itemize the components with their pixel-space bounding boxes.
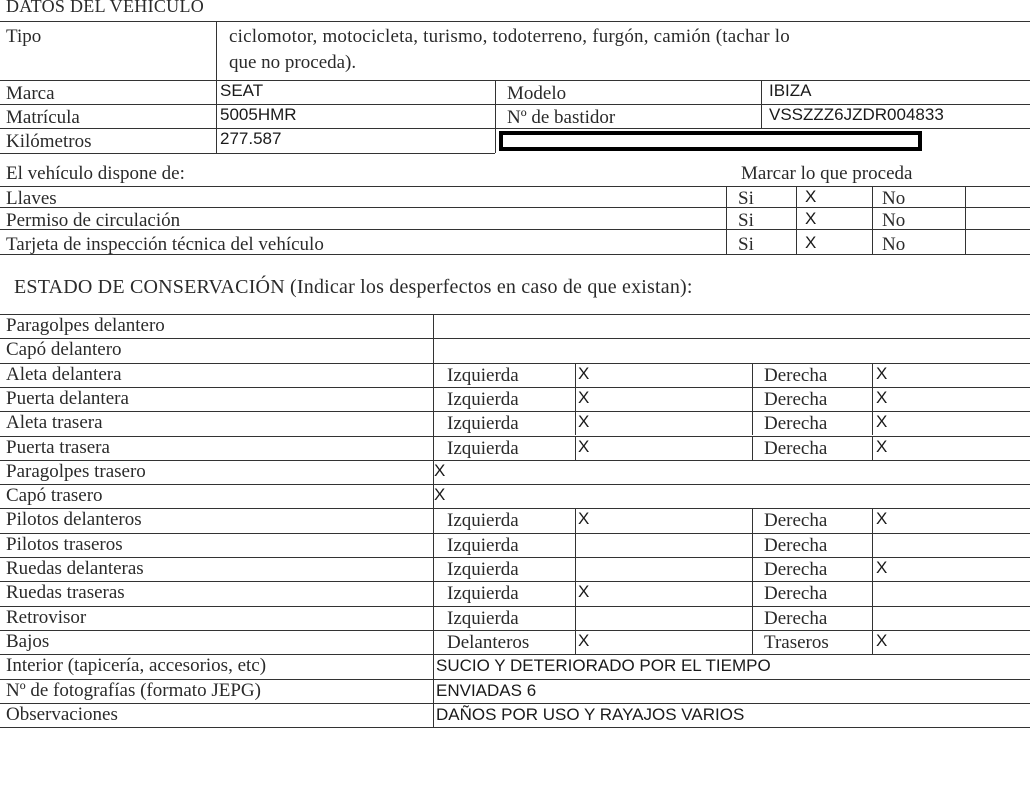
rule [752, 557, 753, 581]
rule [726, 186, 727, 254]
rule [752, 411, 753, 435]
estado-left-label: Delanteros [447, 631, 530, 653]
estado-bottom-label: Observaciones [6, 703, 118, 725]
rule [872, 387, 873, 411]
estado-left-mark: X [578, 363, 590, 383]
rule [872, 581, 873, 605]
dispone-heading: El vehículo dispone de: [6, 163, 185, 184]
estado-right-label: Derecha [764, 534, 828, 556]
estado-row-label: Ruedas delanteras [6, 558, 144, 579]
rule [575, 557, 576, 581]
estado-row-label: Aleta delantera [6, 363, 122, 385]
estado-right-label: Derecha [764, 510, 828, 532]
estado-right-mark: X [876, 412, 888, 432]
rule [575, 533, 576, 557]
estado-right-mark: X [876, 630, 888, 650]
dispone-mark: X [805, 187, 817, 206]
rule [0, 186, 1030, 187]
estado-left-mark: X [578, 582, 590, 602]
dispone-mark: X [805, 209, 817, 228]
estado-row-label: Paragolpes trasero [6, 460, 146, 482]
estado-row-label: Pilotos traseros [6, 533, 123, 555]
estado-single-mark: X [434, 485, 446, 505]
estado-left-label: Izquierda [447, 437, 519, 459]
rule [0, 460, 1030, 461]
rule [752, 606, 753, 630]
estado-left-mark: X [578, 509, 590, 529]
estado-right-label: Traseros [764, 631, 829, 653]
rule [0, 727, 1030, 728]
estado-left-label: Izquierda [447, 583, 519, 605]
rule [752, 436, 753, 460]
estado-right-mark: X [876, 558, 888, 577]
rule [872, 630, 873, 654]
rule [872, 557, 873, 581]
rule [575, 508, 576, 532]
dispone-label: Llaves [6, 188, 57, 209]
estado-left-mark: X [578, 412, 590, 432]
estado-right-label: Derecha [764, 437, 828, 459]
estado-row-label: Paragolpes delantero [6, 315, 165, 336]
estado-left-label: Izquierda [447, 364, 519, 386]
estado-left-label: Izquierda [447, 388, 519, 410]
rule [0, 21, 1030, 22]
rule [0, 703, 1030, 704]
estado-bottom-label: Nº de fotografías (formato JEPG) [6, 679, 261, 701]
estado-row-label: Puerta delantera [6, 387, 129, 409]
estado-right-label: Derecha [764, 388, 828, 410]
value-bastidor: VSSZZZ6JZDR004833 [769, 105, 944, 124]
label-tipo: Tipo [6, 26, 42, 47]
rule [0, 606, 1030, 607]
rule [752, 581, 753, 605]
dispone-label: Tarjeta de inspección técnica del vehículo [6, 234, 324, 255]
label-bastidor: Nº de bastidor [507, 107, 616, 128]
rule [0, 80, 1030, 81]
estado-right-mark: X [876, 509, 888, 529]
dispone-no: No [882, 188, 906, 209]
estado-right-label: Derecha [764, 559, 828, 580]
value-tipo-line2: que no proceda). [229, 52, 357, 73]
value-tipo-line1: ciclomotor, motocicleta, turismo, todoterreno, furgón, camión (tachar lo [229, 26, 790, 47]
estado-row-label: Capó delantero [6, 339, 122, 361]
redaction-box [499, 131, 922, 151]
estado-row-label: Capó trasero [6, 485, 103, 507]
rule [0, 338, 1030, 339]
rule [0, 153, 495, 154]
rule [433, 314, 434, 727]
estado-right-mark: X [876, 387, 888, 407]
estado-left-label: Izquierda [447, 510, 519, 532]
value-modelo: IBIZA [769, 81, 812, 100]
rule [575, 436, 576, 460]
rule [872, 363, 873, 387]
dispone-no: No [882, 210, 906, 231]
dispone-no: No [882, 234, 906, 255]
estado-right-label: Derecha [764, 413, 828, 435]
estado-row-label: Aleta trasera [6, 412, 103, 434]
rule [0, 484, 1030, 485]
rule [495, 80, 496, 153]
label-marca: Marca [6, 83, 55, 104]
estado-single-mark: X [434, 460, 446, 480]
estado-right-mark: X [876, 363, 888, 383]
rule [872, 606, 873, 630]
rule [752, 533, 753, 557]
estado-right-label: Derecha [764, 364, 828, 386]
value-marca: SEAT [220, 81, 264, 100]
rule [761, 80, 762, 128]
estado-right-label: Derecha [764, 607, 828, 629]
rule [872, 533, 873, 557]
rule [216, 21, 217, 153]
section-title-datos: DATOS DEL VEHICULO [6, 0, 205, 16]
rule [575, 387, 576, 411]
rule [575, 630, 576, 654]
rule [0, 581, 1030, 582]
estado-left-mark: X [578, 436, 590, 456]
rule [752, 508, 753, 532]
rule [796, 186, 797, 254]
estado-bottom-value: ENVIADAS 6 [436, 680, 537, 700]
estado-left-label: Izquierda [447, 559, 519, 580]
rule [872, 436, 873, 460]
estado-row-label: Pilotos delanteros [6, 509, 142, 531]
estado-row-label: Puerta trasera [6, 436, 110, 458]
estado-left-label: Izquierda [447, 413, 519, 435]
rule [575, 363, 576, 387]
estado-row-label: Ruedas traseras [6, 582, 125, 604]
rule [872, 508, 873, 532]
rule [752, 387, 753, 411]
dispone-label: Permiso de circulación [6, 210, 181, 231]
dispone-si: Si [738, 188, 754, 209]
value-matricula: 5005HMR [220, 105, 297, 124]
estado-bottom-label: Interior (tapicería, accesorios, etc) [6, 655, 267, 677]
estado-left-mark: X [578, 387, 590, 407]
rule [575, 411, 576, 435]
label-matricula: Matrícula [6, 107, 80, 128]
rule [575, 581, 576, 605]
dispone-mark: X [805, 233, 817, 252]
estado-bottom-value: SUCIO Y DETERIORADO POR EL TIEMPO [436, 656, 771, 676]
rule [872, 186, 873, 254]
rule [0, 533, 1030, 534]
rule [575, 606, 576, 630]
rule [965, 186, 966, 254]
estado-right-mark: X [876, 436, 888, 456]
rule [872, 411, 873, 435]
dispone-si: Si [738, 210, 754, 231]
marcar-heading: Marcar lo que proceda [741, 163, 913, 184]
dispone-si: Si [738, 234, 754, 255]
estado-bottom-value: DAÑOS POR USO Y RAYAJOS VARIOS [436, 704, 745, 724]
estado-right-label: Derecha [764, 583, 828, 605]
estado-left-label: Izquierda [447, 607, 519, 629]
estado-row-label: Retrovisor [6, 606, 87, 628]
estado-left-label: Izquierda [447, 534, 519, 556]
value-kilometros: 277.587 [220, 129, 282, 148]
label-kilometros: Kilómetros [6, 131, 92, 152]
rule [0, 207, 1030, 208]
estado-left-mark: X [578, 630, 590, 650]
rule [752, 630, 753, 654]
label-modelo: Modelo [507, 83, 567, 104]
estado-row-label: Bajos [6, 630, 50, 652]
estado-heading: ESTADO DE CONSERVACIÓN (Indicar los desperfectos en caso de que existan): [14, 276, 693, 298]
rule [752, 363, 753, 387]
